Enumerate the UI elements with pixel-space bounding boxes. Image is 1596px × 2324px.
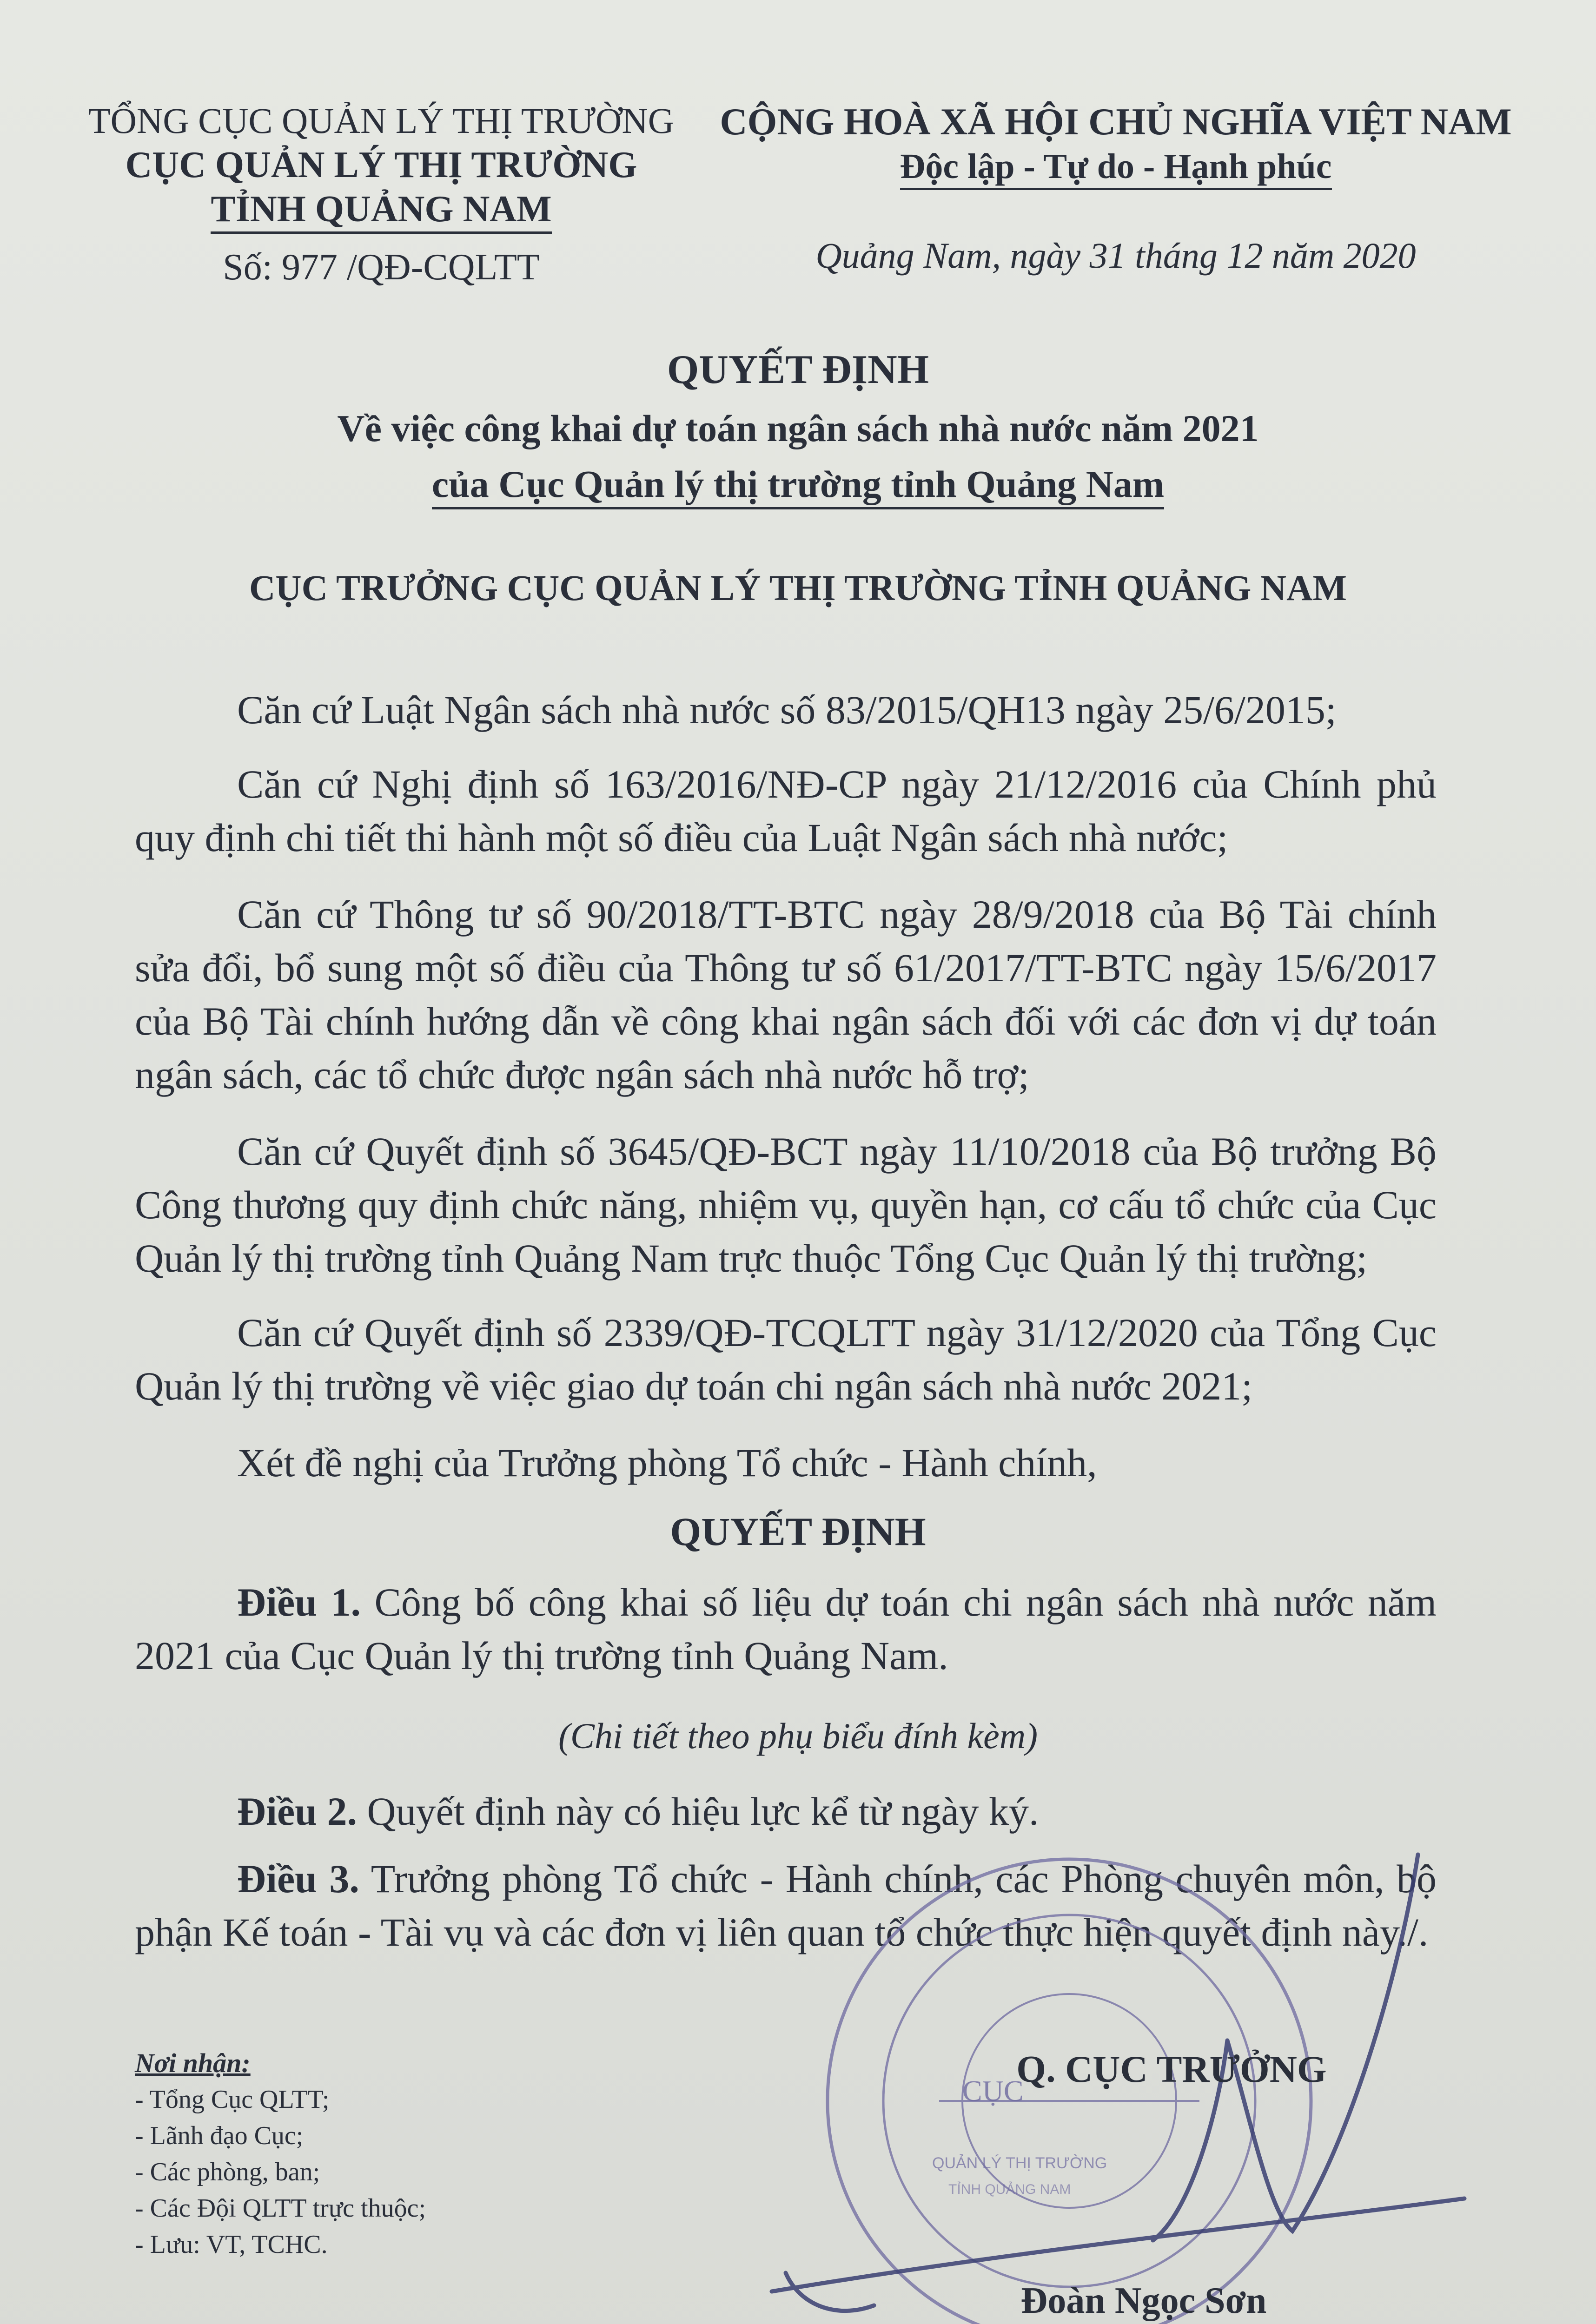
official-seal <box>828 1859 1311 2324</box>
seal-text-mid: QUẢN LÝ THỊ TRƯỜNG <box>932 2154 1107 2172</box>
document-subject: Về việc công khai dự toán ngân sách nhà nước năm 2021 <box>337 407 1259 449</box>
legal-basis-4: Căn cứ Quyết định số 3645/QĐ-BCT ngày 11/10/2018 của Bộ trưởng Bộ Công thương quy định chức năng, nhiệm vụ, quyền hạn, cơ cấu tổ chức của Cục Quản lý thị trường tỉnh Quảng Nam trực thuộc Tổng Cục Quản lý thị trường; <box>135 1129 1437 1281</box>
article-1-note: (Chi tiết theo phụ biểu đính kèm) <box>558 1716 1038 1756</box>
seal-text-bottom: TỈNH QUẢNG NAM <box>948 2182 1071 2197</box>
document-subject-line2-text: của Cục Quản lý thị trường tỉnh Quảng Nam <box>432 463 1164 509</box>
recipient-item: - Các phòng, ban; <box>135 2158 320 2186</box>
ministry-name: TỔNG CỤC QUẢN LÝ THỊ TRƯỜNG <box>88 100 675 141</box>
legal-basis-2: Căn cứ Nghị định số 163/2016/NĐ-CP ngày 21/12/2016 của Chính phủ quy định chi tiết thi hành một số điều của Luật Ngân sách nhà nước; <box>135 762 1437 860</box>
signer-name: Đoàn Ngọc Sơn <box>1020 2280 1267 2321</box>
decision-heading: QUYẾT ĐỊNH <box>670 1509 926 1554</box>
department-name: CỤC QUẢN LÝ THỊ TRƯỜNG <box>125 145 637 185</box>
recipient-item: - Tổng Cục QLTT; <box>135 2085 330 2114</box>
motto-text: Độc lập - Tự do - Hạnh phúc <box>900 147 1332 190</box>
document-type: QUYẾT ĐỊNH <box>667 347 929 392</box>
article-2-label: Điều 2. <box>237 1789 357 1834</box>
issuing-authority: CỤC TRƯỞNG CỤC QUẢN LÝ THỊ TRƯỜNG TỈNH QUẢNG NAM <box>249 568 1347 608</box>
seal-text-top: CỤC <box>962 2074 1024 2107</box>
article-1-label: Điều 1. <box>237 1580 361 1624</box>
document-number: Số: 977 /QĐ-CQLTT <box>223 247 540 288</box>
article-1-text: Công bố công khai số liệu dự toán chi ngân sách nhà nước năm 2021 của Cục Quản lý thị trường tỉnh Quảng Nam. <box>135 1580 1437 1678</box>
article-3-text: Trưởng phòng Tổ chức - Hành chính, các Phòng chuyên môn, bộ phận Kế toán - Tài vụ và các đơn vị liên quan tổ chức thực hiện quyết định này./. <box>135 1856 1437 1954</box>
legal-basis-1: Căn cứ Luật Ngân sách nhà nước số 83/2015/QH13 ngày 25/6/2015; <box>237 687 1337 732</box>
issue-date: Quảng Nam, ngày 31 tháng 12 năm 2020 <box>815 235 1416 276</box>
legal-basis-3: Căn cứ Thông tư số 90/2018/TT-BTC ngày 28/9/2018 của Bộ Tài chính sửa đổi, bổ sung một số điều của Thông tư số 61/2017/TT-BTC ngày 15/6/2017 của Bộ Tài chính hướng dẫn về công khai ngân sách đối với các đơn vị dự toán ngân sách, các tổ chức được ngân sách nhà nước hỗ trợ; <box>135 892 1437 1097</box>
province-name-text: TỈNH QUẢNG NAM <box>211 189 551 234</box>
recipient-item: - Các Đội QLTT trực thuộc; <box>135 2194 426 2223</box>
recipient-item: - Lãnh đạo Cục; <box>135 2121 304 2150</box>
signer-role: Q. CỤC TRƯỞNG <box>1016 2048 1327 2090</box>
recipient-item: - Lưu: VT, TCHC. <box>135 2230 328 2259</box>
country-name: CỘNG HOÀ XÃ HỘI CHỦ NGHĨA VIỆT NAM <box>720 100 1512 143</box>
article-3-label: Điều 3. <box>237 1856 359 1901</box>
article-2-text: Quyết định này có hiệu lực kể từ ngày ký. <box>357 1789 1039 1834</box>
recipients-title: Nơi nhận: <box>135 2048 251 2078</box>
proposal: Xét đề nghị của Trưởng phòng Tổ chức - Hành chính, <box>237 1440 1097 1485</box>
legal-basis-5: Căn cứ Quyết định số 2339/QĐ-TCQLTT ngày 31/12/2020 của Tổng Cục Quản lý thị trường về việc giao dự toán chi ngân sách nhà nước 2021; <box>135 1310 1437 1408</box>
